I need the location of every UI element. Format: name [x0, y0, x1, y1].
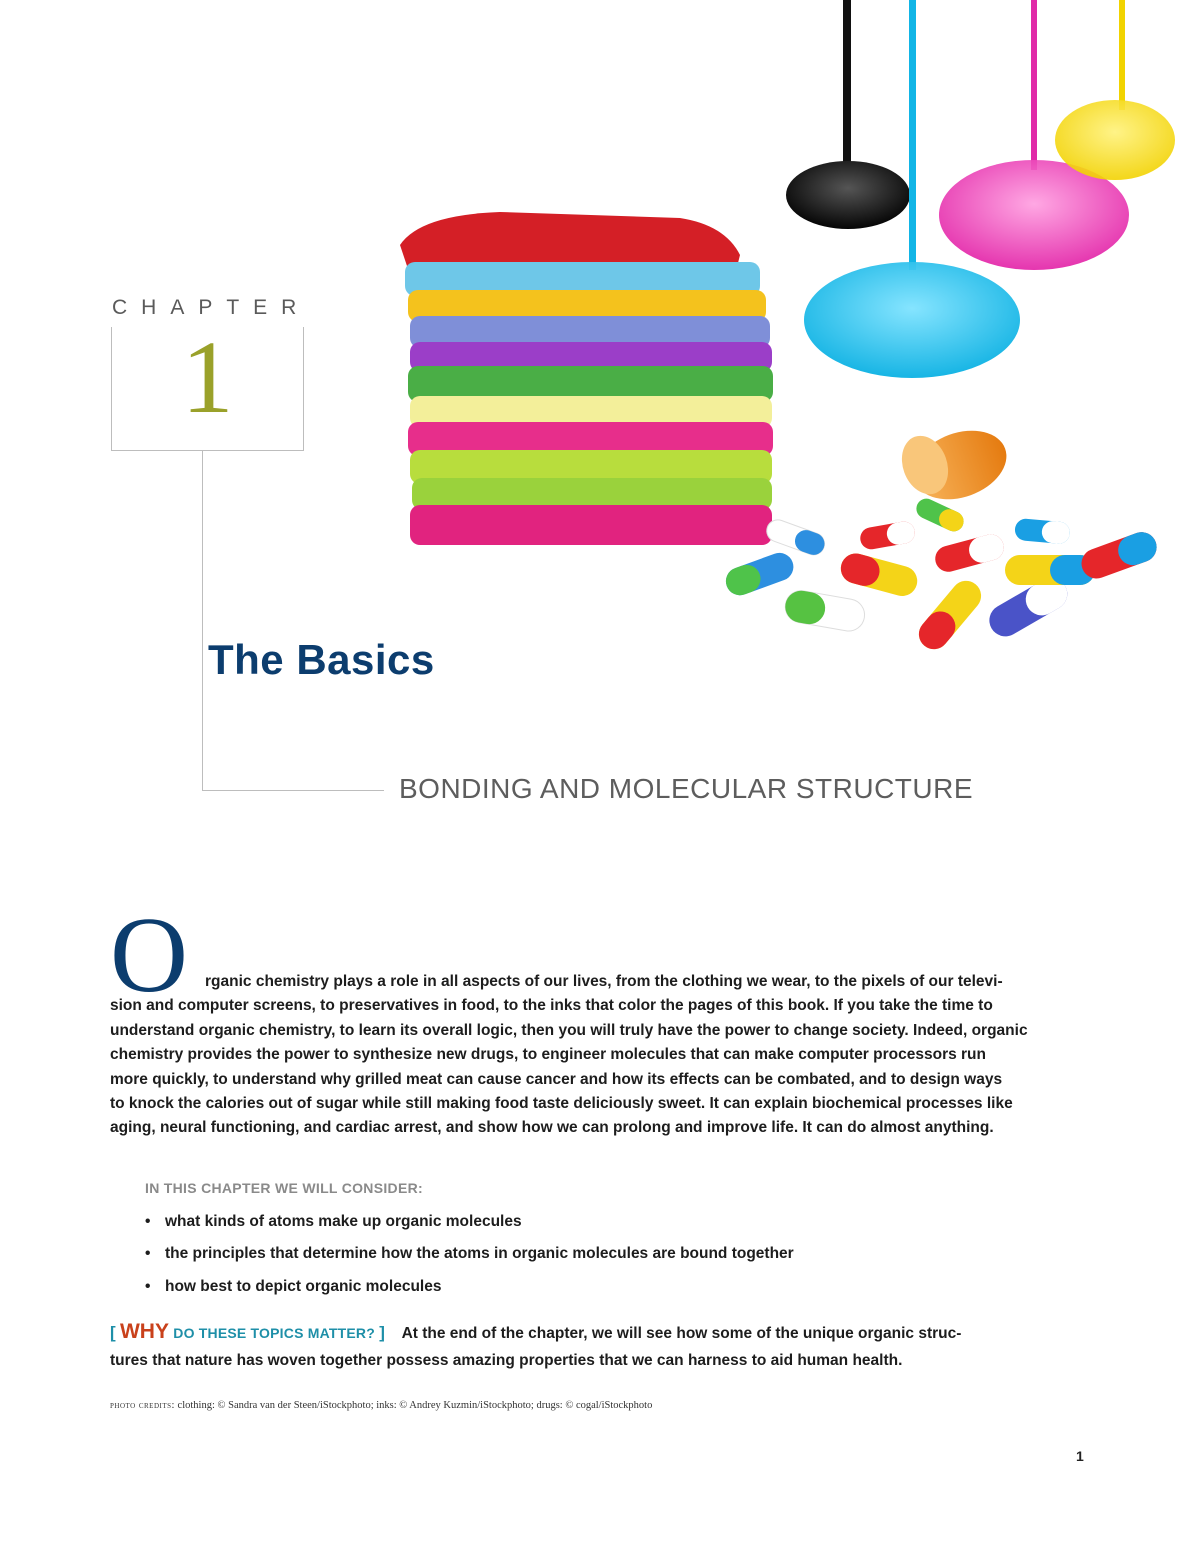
bullet-icon: • [145, 1213, 151, 1230]
consider-item-text: the principles that determine how the atoms in organic molecules are bound together [165, 1245, 794, 1262]
consider-list-item [145, 1278, 441, 1296]
why-topics-matter [110, 1318, 1100, 1374]
why-text-line1: At the end of the chapter, we will see how some of the unique organic struc- [401, 1325, 962, 1342]
intro-line: aging, neural functioning, and cardiac arrest, and show how we can prolong and improve life. It can do almost anything. [110, 1119, 994, 1137]
intro-line: more quickly, to understand why grilled meat can cause cancer and how its effects can be combated, and to design ways [110, 1070, 1003, 1088]
clothes-stack [400, 212, 773, 545]
page-number: 1 [1076, 1448, 1084, 1464]
chapter-number: 1 [181, 320, 234, 435]
pill-bottle [894, 419, 1016, 512]
why-heading-rest: DO THESE TOPICS MATTER? [173, 1325, 375, 1341]
intro-line: understand organic chemistry, to learn its overall logic, then you will truly have the power to change society. Indeed, organic [110, 1021, 1028, 1039]
pills [722, 495, 1161, 655]
chapter-title: The Basics [208, 636, 435, 683]
bullet-icon: • [145, 1245, 151, 1262]
photo-credits [110, 1400, 652, 1411]
intro-line: chemistry provides the power to synthesize new drugs, to engineer molecules that can make computer processors run [110, 1046, 986, 1064]
ink-drips [786, 0, 1175, 378]
why-open-bracket: [ [110, 1323, 116, 1342]
intro-line: to knock the calories out of sugar while still making food taste deliciously sweet. It can explain biochemical processes like [110, 1095, 1013, 1113]
chapter-opener-illustration [380, 0, 1200, 720]
consider-list-item [145, 1245, 794, 1263]
intro-line: sion and computer screens, to preservatives in food, to the inks that color the pages of this book. If you take the time to [110, 997, 993, 1015]
chapter-subtitle: BONDING AND MOLECULAR STRUCTURE [399, 773, 974, 804]
bullet-icon: • [145, 1278, 151, 1295]
why-close-bracket: ] [379, 1323, 385, 1342]
chapter-label: CHAPTER [112, 296, 311, 319]
intro-line: rganic chemistry plays a role in all aspects of our lives, from the clothing we wear, to the pixels of our televi- [205, 973, 1003, 990]
why-word: WHY [119, 1320, 169, 1343]
consider-item-text: what kinds of atoms make up organic molecules [165, 1213, 522, 1230]
intro-paragraph [110, 970, 1090, 1141]
consider-list-item [145, 1213, 522, 1231]
why-text-line2: tures that nature has woven together possess amazing properties that we can harness to aid human health. [110, 1352, 903, 1369]
photo-credits-text: clothing: © Sandra van der Steen/iStockphoto; inks: © Andrey Kuzmin/iStockphoto; drugs: © cogal/iStockphoto [177, 1400, 653, 1411]
frame-horizontal-rule [202, 790, 384, 791]
drop-cap: O [110, 896, 188, 1015]
photo-credits-label: photo credits: [110, 1400, 175, 1411]
consider-heading: IN THIS CHAPTER WE WILL CONSIDER: [145, 1180, 423, 1196]
frame-vertical-rule [202, 451, 203, 791]
consider-item-text: how best to depict organic molecules [165, 1278, 442, 1295]
